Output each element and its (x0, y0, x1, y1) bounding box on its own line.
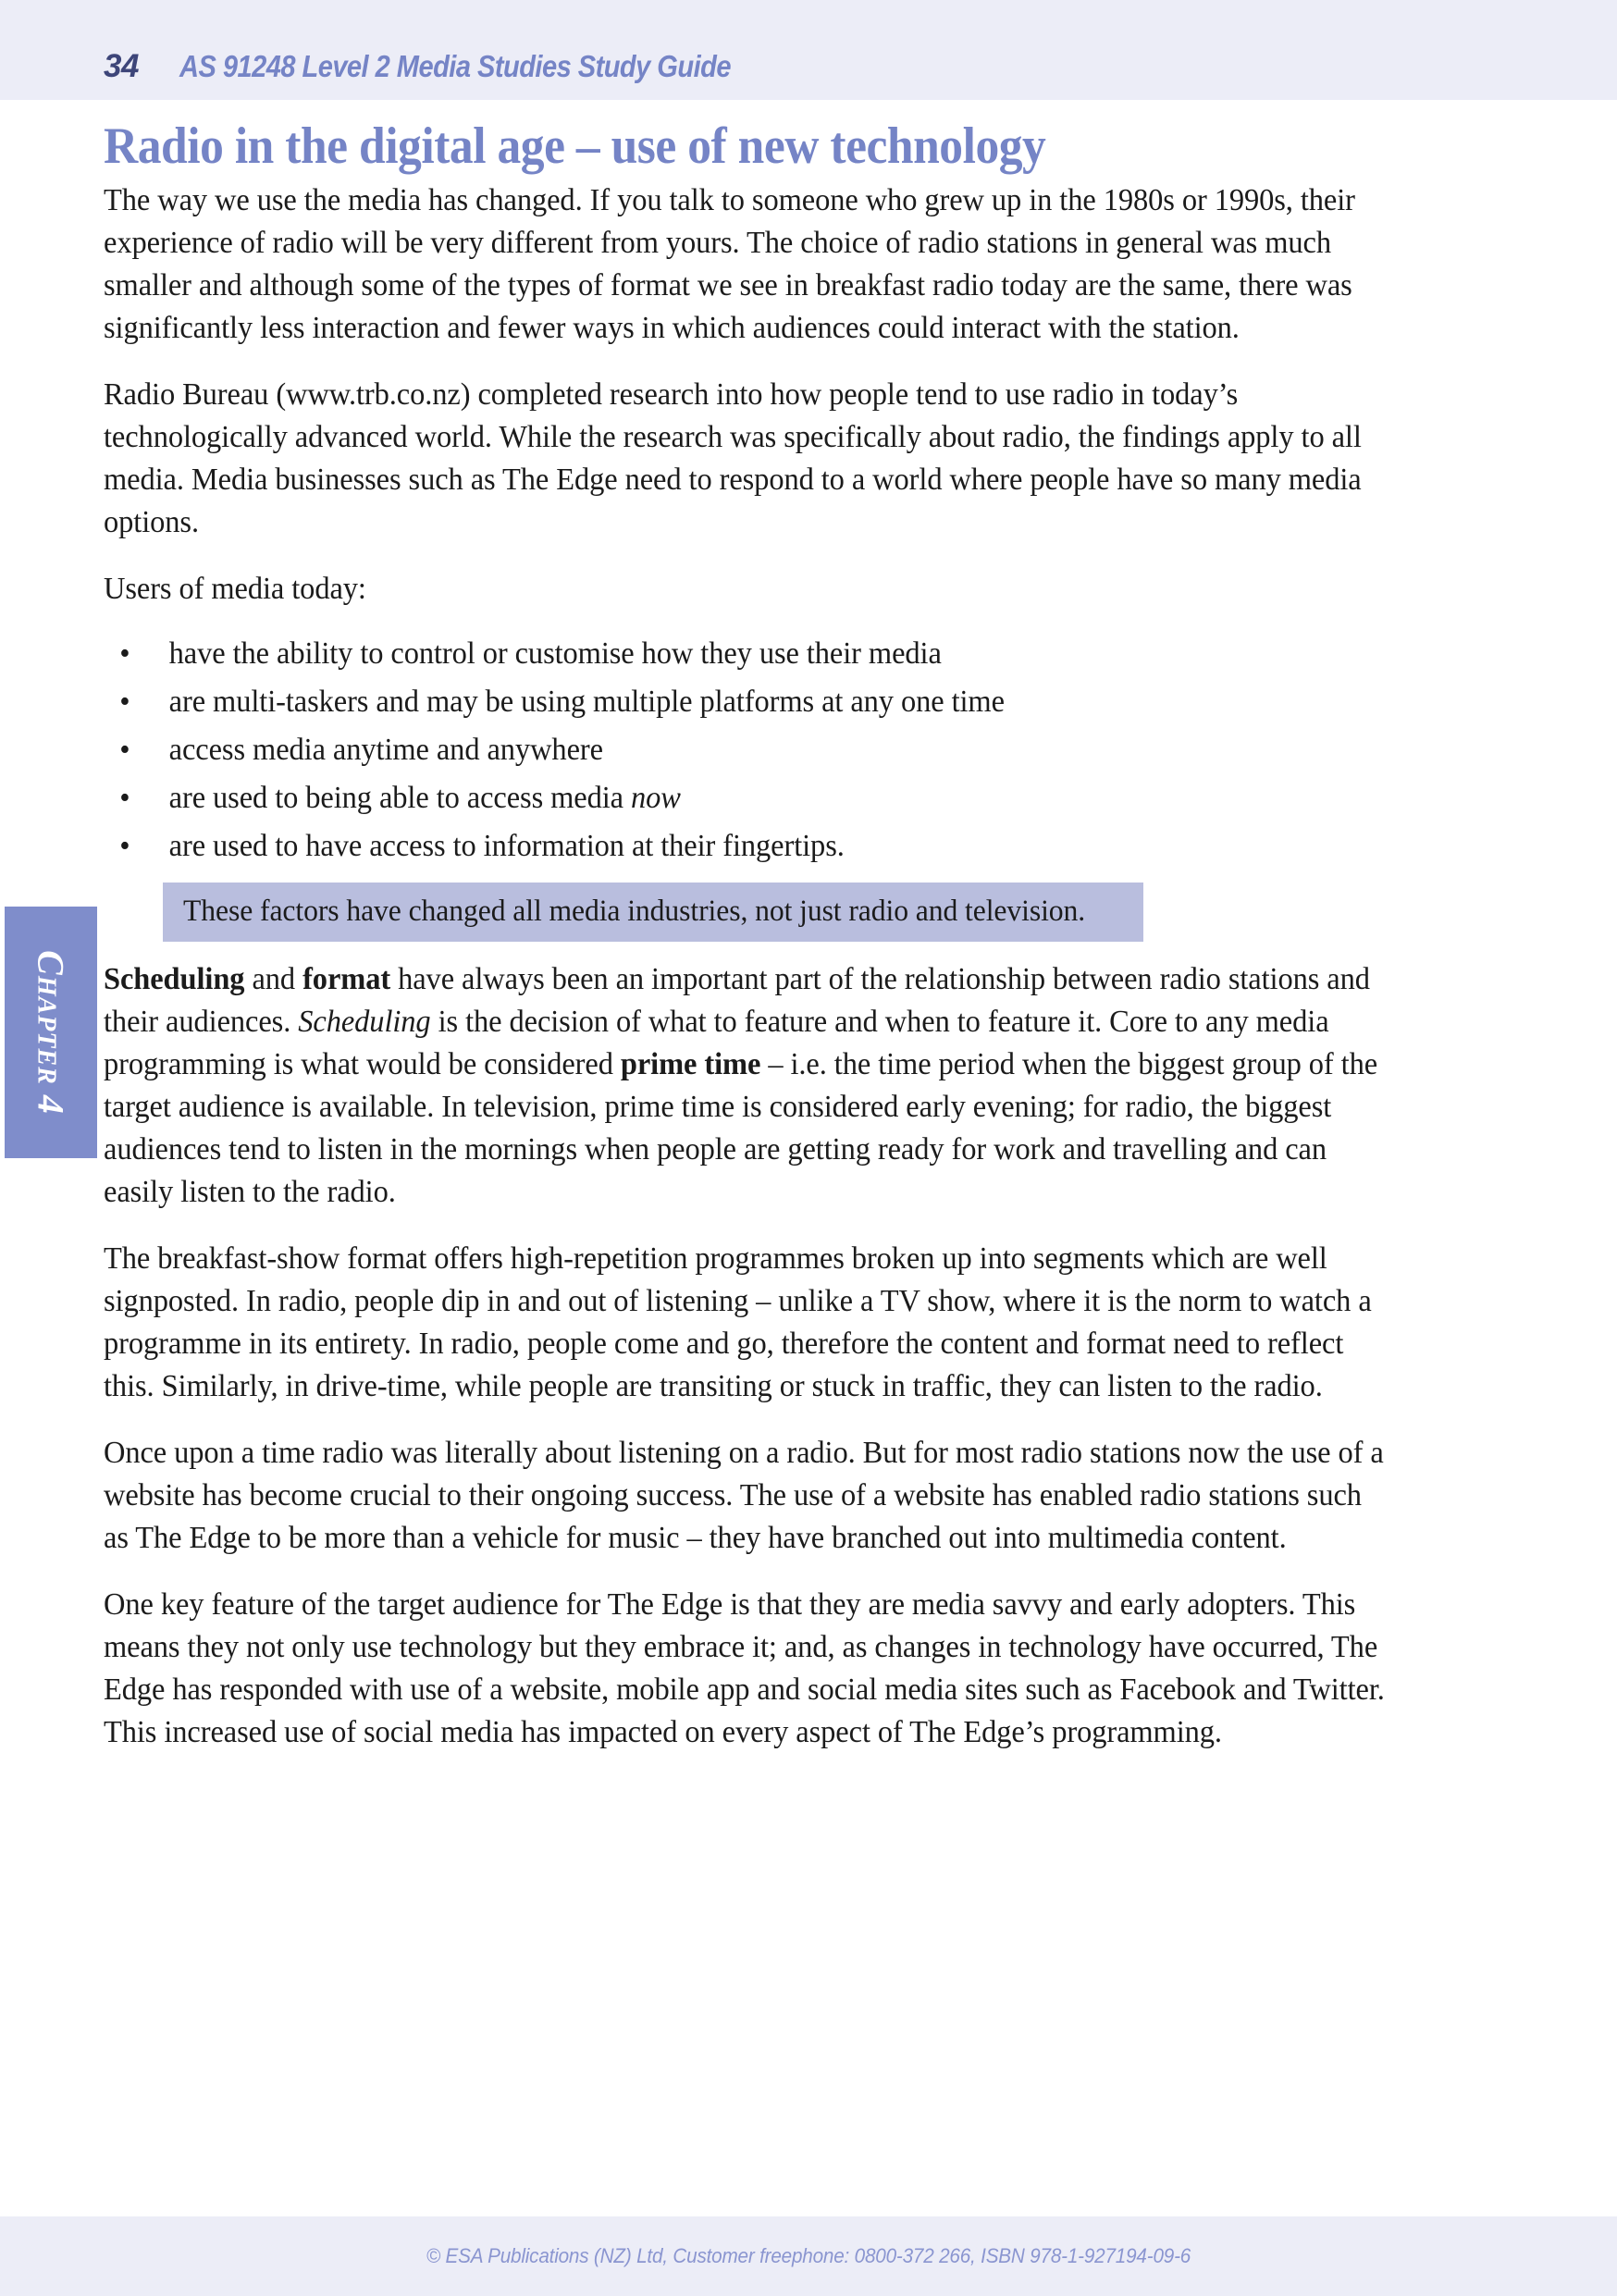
list-item (104, 679, 1393, 725)
paragraph-intro: The way we use the media has changed. If you talk to someone who grew up in the 1980s or 1990s, their experience of radio will be very different from yours. The choice of radio stations in general was much smaller and although some of the types of format we see in breakfast radio today are the same, there was significantly less interaction and fewer ways in which audiences could interact with the station. (104, 183, 1355, 346)
term-scheduling: Scheduling (104, 962, 245, 997)
bullet-icon: • (119, 829, 130, 864)
copyright-notice: © ESA Publications (NZ) Ltd, Customer freephone: 0800-372 266, ISBN 978-1-927194-09-6 (426, 2244, 1191, 2267)
list-item-emphasis: now (631, 781, 681, 816)
term-format: format (302, 962, 391, 997)
list-intro: Users of media today: (104, 572, 366, 607)
run: is the decision of what to feature and when to feature it. Core to any media programming is what would be considered (104, 1005, 1329, 1082)
run: – i.e. the time period when the biggest group of the target audience is available. In television, prime time is considered early evening; for radio, the biggest audiences tend to listen in the mornings when people are getting ready for work and travelling and can easily listen to the radio. (104, 1047, 1378, 1210)
term-prime-time: prime time (620, 1047, 761, 1082)
page-header (104, 48, 806, 85)
main-content (104, 118, 1454, 1778)
bullet-icon: • (119, 636, 130, 672)
page-number: 34 (104, 48, 139, 84)
list-item-label: are used to being able to access media (168, 781, 632, 816)
paragraph-scheduling (104, 958, 1393, 1214)
list-item (104, 727, 1393, 773)
paragraph-website: Once upon a time radio was literally about listening on a radio. But for most radio stations now the use of a website has become crucial to their ongoing success. The use of a website has enabled radio stations such as The Edge to be more than a vehicle for music – they have branched out into multimedia content. (104, 1436, 1384, 1556)
term-scheduling-italic: Scheduling (298, 1005, 431, 1040)
page-header-band (0, 0, 1617, 100)
callout-box (163, 883, 1143, 942)
bullet-icon: • (119, 685, 130, 720)
bullet-icon: • (119, 733, 130, 768)
media-users-list (104, 631, 1393, 870)
running-head-title: AS 91248 Level 2 Media Studies Study Guide (179, 49, 731, 83)
run: have always been an important part of the relationship between radio stations and their audiences. (104, 962, 1370, 1040)
paragraph-radio-bureau: Radio Bureau (www.trb.co.nz) completed research into how people tend to use radio in today’s technologically advanced world. While the research was specifically about radio, the findings apply to all media. Media businesses such as The Edge need to respond to a world where people have so many media options. (104, 377, 1362, 540)
run: and (244, 962, 303, 997)
chapter-tab-label: Chapter 4 (30, 950, 72, 1115)
list-item-label: are multi-taskers and may be using multiple platforms at any one time (168, 685, 1005, 720)
list-item (104, 823, 1393, 870)
chapter-tab (5, 907, 97, 1158)
callout-text: These factors have changed all media industries, not just radio and television. (183, 895, 1086, 929)
paragraph-breakfast-show: The breakfast-show format offers high-repetition programmes broken up into segments which are well signposted. In radio, people dip in and out of listening – unlike a TV show, where it is the norm to watch a programme in its entirety. In radio, people come and go, therefore the content and format need to reflect this. Similarly, in drive-time, while people are transiting or stuck in traffic, they can listen to the radio. (104, 1241, 1372, 1404)
paragraph-target-audience: One key feature of the target audience for The Edge is that they are media savvy and early adopters. This means they not only use technology but they embrace it; and, as changes in technology have occurred, The Edge has responded with use of a website, mobile app and social media sites such as Facebook and Twitter. This increased use of social media has impacted on every aspect of The Edge’s programming. (104, 1587, 1385, 1750)
bullet-icon: • (119, 781, 130, 816)
list-item-label: are used to have access to information at their fingertips. (168, 829, 845, 864)
page-title: Radio in the digital age – use of new technology (104, 117, 1046, 175)
list-item-label: access media anytime and anywhere (168, 733, 603, 768)
list-item-label: have the ability to control or customise how they use their media (168, 636, 942, 672)
page-footer-band (0, 2216, 1617, 2296)
list-item (104, 631, 1393, 677)
list-item (104, 775, 1393, 821)
